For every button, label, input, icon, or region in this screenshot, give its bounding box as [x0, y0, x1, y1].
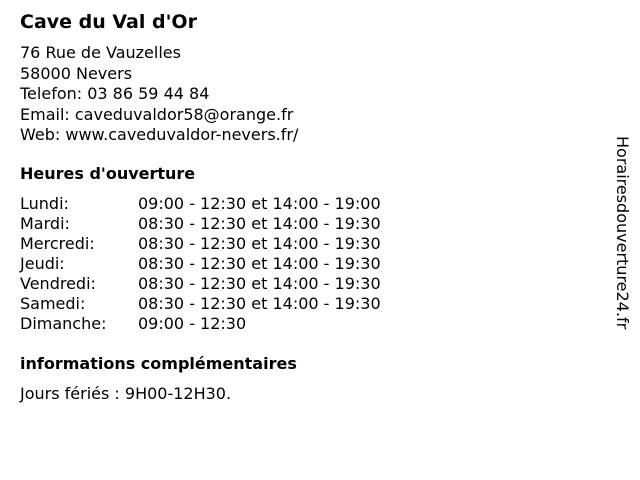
day-label: Samedi:: [20, 294, 86, 313]
store-title: Cave du Val d'Or: [20, 11, 197, 33]
day-label: Vendredi:: [20, 274, 96, 293]
store-street: 76 Rue de Vauzelles: [20, 43, 181, 62]
day-label: Mercredi:: [20, 234, 95, 253]
day-hours: 08:30 - 12:30 et 14:00 - 19:30: [138, 214, 381, 233]
day-hours: 08:30 - 12:30 et 14:00 - 19:30: [138, 294, 381, 313]
day-label: Dimanche:: [20, 314, 107, 333]
store-address-block: [20, 43, 298, 146]
day-hours: 09:00 - 12:30: [138, 314, 247, 333]
day-hours: 08:30 - 12:30 et 14:00 - 19:30: [138, 254, 381, 273]
site-watermark: Horairesdouverture24.fr: [613, 136, 632, 330]
store-email: Email: caveduvaldor58@orange.fr: [20, 104, 294, 124]
day-label: Mardi:: [20, 214, 70, 233]
day-label: Lundi:: [20, 194, 69, 213]
day-label: Jeudi:: [20, 254, 65, 273]
store-city: 58000 Nevers: [20, 63, 133, 83]
store-phone: Telefon: 03 86 59 44 84: [20, 84, 210, 103]
opening-hours-heading: Heures d'ouverture: [20, 164, 196, 183]
additional-info-heading: informations complémentaires: [20, 354, 297, 373]
day-hours: 08:30 - 12:30 et 14:00 - 19:30: [138, 234, 381, 253]
day-hours: 08:30 - 12:30 et 14:00 - 19:30: [138, 274, 381, 293]
additional-info-text: Jours fériés : 9H00-12H30.: [20, 384, 232, 403]
store-website: Web: www.caveduvaldor-nevers.fr/: [20, 125, 299, 144]
day-hours: 09:00 - 12:30 et 14:00 - 19:00: [138, 194, 381, 213]
